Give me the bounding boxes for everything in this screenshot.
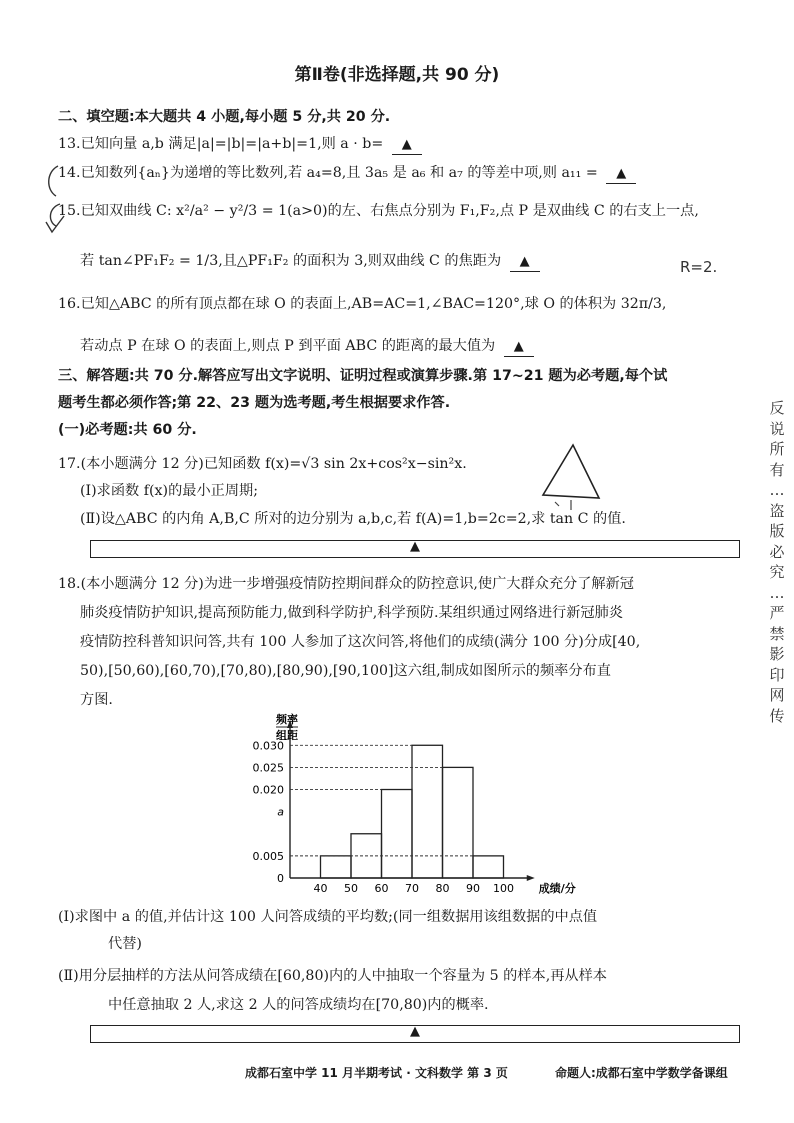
x-tick-label: 40 (313, 882, 328, 895)
question-16-line2 (80, 337, 534, 357)
side-char: 印 (769, 665, 785, 684)
x-tick-label: 90 (466, 882, 480, 895)
histogram-bar (412, 745, 443, 878)
answer-blank-14: ▲ (606, 165, 636, 184)
answer-box-dash (101, 540, 161, 541)
question-18-line4: 50),[50,60),[60,70),[70,80),[80,90),[90,100]这六组,制成如图所示的频率分布直 (80, 663, 611, 679)
question-16-line1: 16.已知△ABC 的所有顶点都在球 O 的表面上,AB=AC=1,∠BAC=120°,球 O 的体积为 32π/3, (58, 296, 667, 312)
question-18-line5: 方图. (80, 692, 113, 708)
section-solve-line2: 题考生都必须作答;第 22、23 题为选考题,考生根据要求作答. (58, 395, 451, 411)
side-char: 严 (769, 604, 785, 622)
question-15-line1: 15.已知双曲线 C: x²/a² − y²/3 = 1(a>0)的左、右焦点分别为 F₁,F₂,点 P 是双曲线 C 的右支上一点, (58, 203, 699, 219)
section-fill-blank: 二、填空题:本大题共 4 小题,每小题 5 分,共 20 分. (58, 109, 391, 125)
section-required: (一)必考题:共 60 分. (58, 422, 197, 438)
question-17-part1: (Ⅰ)求函数 f(x)的最小正周期; (80, 483, 258, 499)
handwritten-note: R=2. (680, 258, 718, 276)
answer-box-dash (101, 1025, 161, 1026)
question-15-line2 (80, 252, 540, 272)
x-tick-label: 70 (405, 882, 419, 895)
side-char: 反 (769, 399, 785, 417)
histogram-bar (473, 856, 504, 878)
side-char: 盗 (769, 501, 785, 520)
y-tick-label: 0 (277, 872, 284, 885)
answer-blank-15: ▲ (510, 253, 540, 272)
y-tick-label: 0.025 (252, 761, 284, 775)
question-14 (58, 164, 636, 184)
question-14-text: 14.已知数列{aₙ}为递增的等比数列,若 a₄=8,且 3a₅ 是 a₆ 和 a₇ 的等差中项,则 a₁₁ = (58, 165, 598, 181)
question-17-part2: (Ⅱ)设△ABC 的内角 A,B,C 所对的边分别为 a,b,c,若 f(A)=1,b=2c=2,求 tan C 的值. (80, 511, 626, 527)
side-char: 所 (769, 440, 785, 458)
x-tick-label: 50 (344, 882, 358, 895)
histogram-bar (382, 790, 413, 878)
x-tick-label: 100 (493, 882, 514, 895)
answer-box-17 (90, 540, 740, 558)
answer-box-dash (211, 1025, 229, 1026)
side-char: 说 (769, 419, 785, 438)
question-18-part2-line1: (Ⅱ)用分层抽样的方法从问答成绩在[60,80)内的人中抽取一个容量为 5 的样本,再从样本 (58, 968, 607, 984)
y-tick-label: a (277, 805, 284, 819)
answer-box-dash (651, 540, 721, 541)
x-axis-arrow (527, 875, 535, 881)
side-char: … (769, 481, 785, 499)
x-tick-label: 80 (435, 882, 450, 895)
answer-box-dash (511, 1025, 571, 1026)
answer-box-dash (169, 1025, 199, 1026)
side-char: 版 (769, 522, 785, 540)
side-char: 网 (769, 686, 785, 704)
side-char: 禁 (769, 624, 785, 643)
x-tick-label: 60 (374, 882, 389, 895)
side-char: … (769, 583, 785, 602)
y-axis-label-bottom: 组距 (276, 729, 298, 742)
side-char: 影 (769, 645, 785, 663)
page-title: 第Ⅱ卷(非选择题,共 90 分) (294, 65, 500, 85)
answer-mark-18: ▲ (410, 1024, 420, 1039)
side-char: 传 (769, 706, 785, 725)
handwritten-triangle-sketch (535, 440, 605, 515)
answer-box-dash (651, 1025, 721, 1026)
y-tick-label: 0.020 (252, 783, 284, 797)
question-13 (58, 135, 422, 155)
footer-author: 命题人:成都石室中学数学备课组 (555, 1066, 728, 1080)
y-axis-label-top: 频率 (276, 713, 298, 726)
question-18-part1-line1: (Ⅰ)求图中 a 的值,并估计这 100 人问答成绩的平均数;(同一组数据用该组数据的中点值 (58, 909, 598, 925)
y-tick-label: 0.005 (252, 849, 284, 863)
side-char: 有 (769, 460, 785, 479)
side-char: 究 (769, 563, 785, 581)
handwritten-bracket-mark (40, 160, 72, 245)
question-18-part1-line2: 代替) (108, 936, 142, 952)
question-13-text: 13.已知向量 a,b 满足|a|=|b|=|a+b|=1,则 a · b= (58, 136, 384, 152)
answer-box-dash (591, 1025, 631, 1026)
answer-box-dash (211, 540, 229, 541)
answer-box-dash (591, 540, 631, 541)
answer-box-dash (169, 540, 199, 541)
question-15-text: 若 tan∠PF₁F₂ = 1/3,且△PF₁F₂ 的面积为 3,则双曲线 C 的焦距为 (80, 253, 502, 269)
answer-box-18 (90, 1025, 740, 1043)
histogram-bar (321, 856, 352, 878)
histogram-bar (443, 767, 474, 878)
frequency-histogram (230, 712, 580, 897)
question-18-line2: 肺炎疫情防护知识,提高预防能力,做到科学防护,科学预防.某组织通过网络进行新冠肺炎 (80, 605, 623, 621)
question-16-text: 若动点 P 在球 O 的表面上,则点 P 到平面 ABC 的距离的最大值为 (80, 338, 496, 354)
section-solve-line1: 三、解答题:共 70 分.解答应写出文字说明、证明过程或演算步骤.第 17~21 题为必考题,每个试 (58, 368, 668, 384)
question-18-line1: 18.(本小题满分 12 分)为进一步增强疫情防控期间群众的防控意识,使广大群众充分了解新冠 (58, 576, 634, 592)
answer-mark-17: ▲ (410, 539, 420, 554)
x-axis-label: 成绩/分 (538, 882, 576, 895)
question-17: 17.(本小题满分 12 分)已知函数 f(x)=√3 sin 2x+cos²x−sin²x. (58, 456, 467, 472)
y-tick-label: 0.030 (252, 739, 284, 753)
footer-page-info: 成都石室中学 11 月半期考试 · 文科数学 第 3 页 (245, 1066, 508, 1080)
question-18-line3: 疫情防控科普知识问答,共有 100 人参加了这次问答,将他们的成绩(满分 100 分)分成[40, (80, 634, 641, 650)
side-char: 必 (769, 542, 785, 561)
answer-box-dash (511, 540, 571, 541)
answer-blank-16: ▲ (504, 338, 534, 357)
side-copyright-notice (766, 398, 788, 726)
question-18-part2-line2: 中任意抽取 2 人,求这 2 人的问答成绩均在[70,80)内的概率. (108, 997, 489, 1013)
answer-blank-13: ▲ (392, 136, 422, 155)
